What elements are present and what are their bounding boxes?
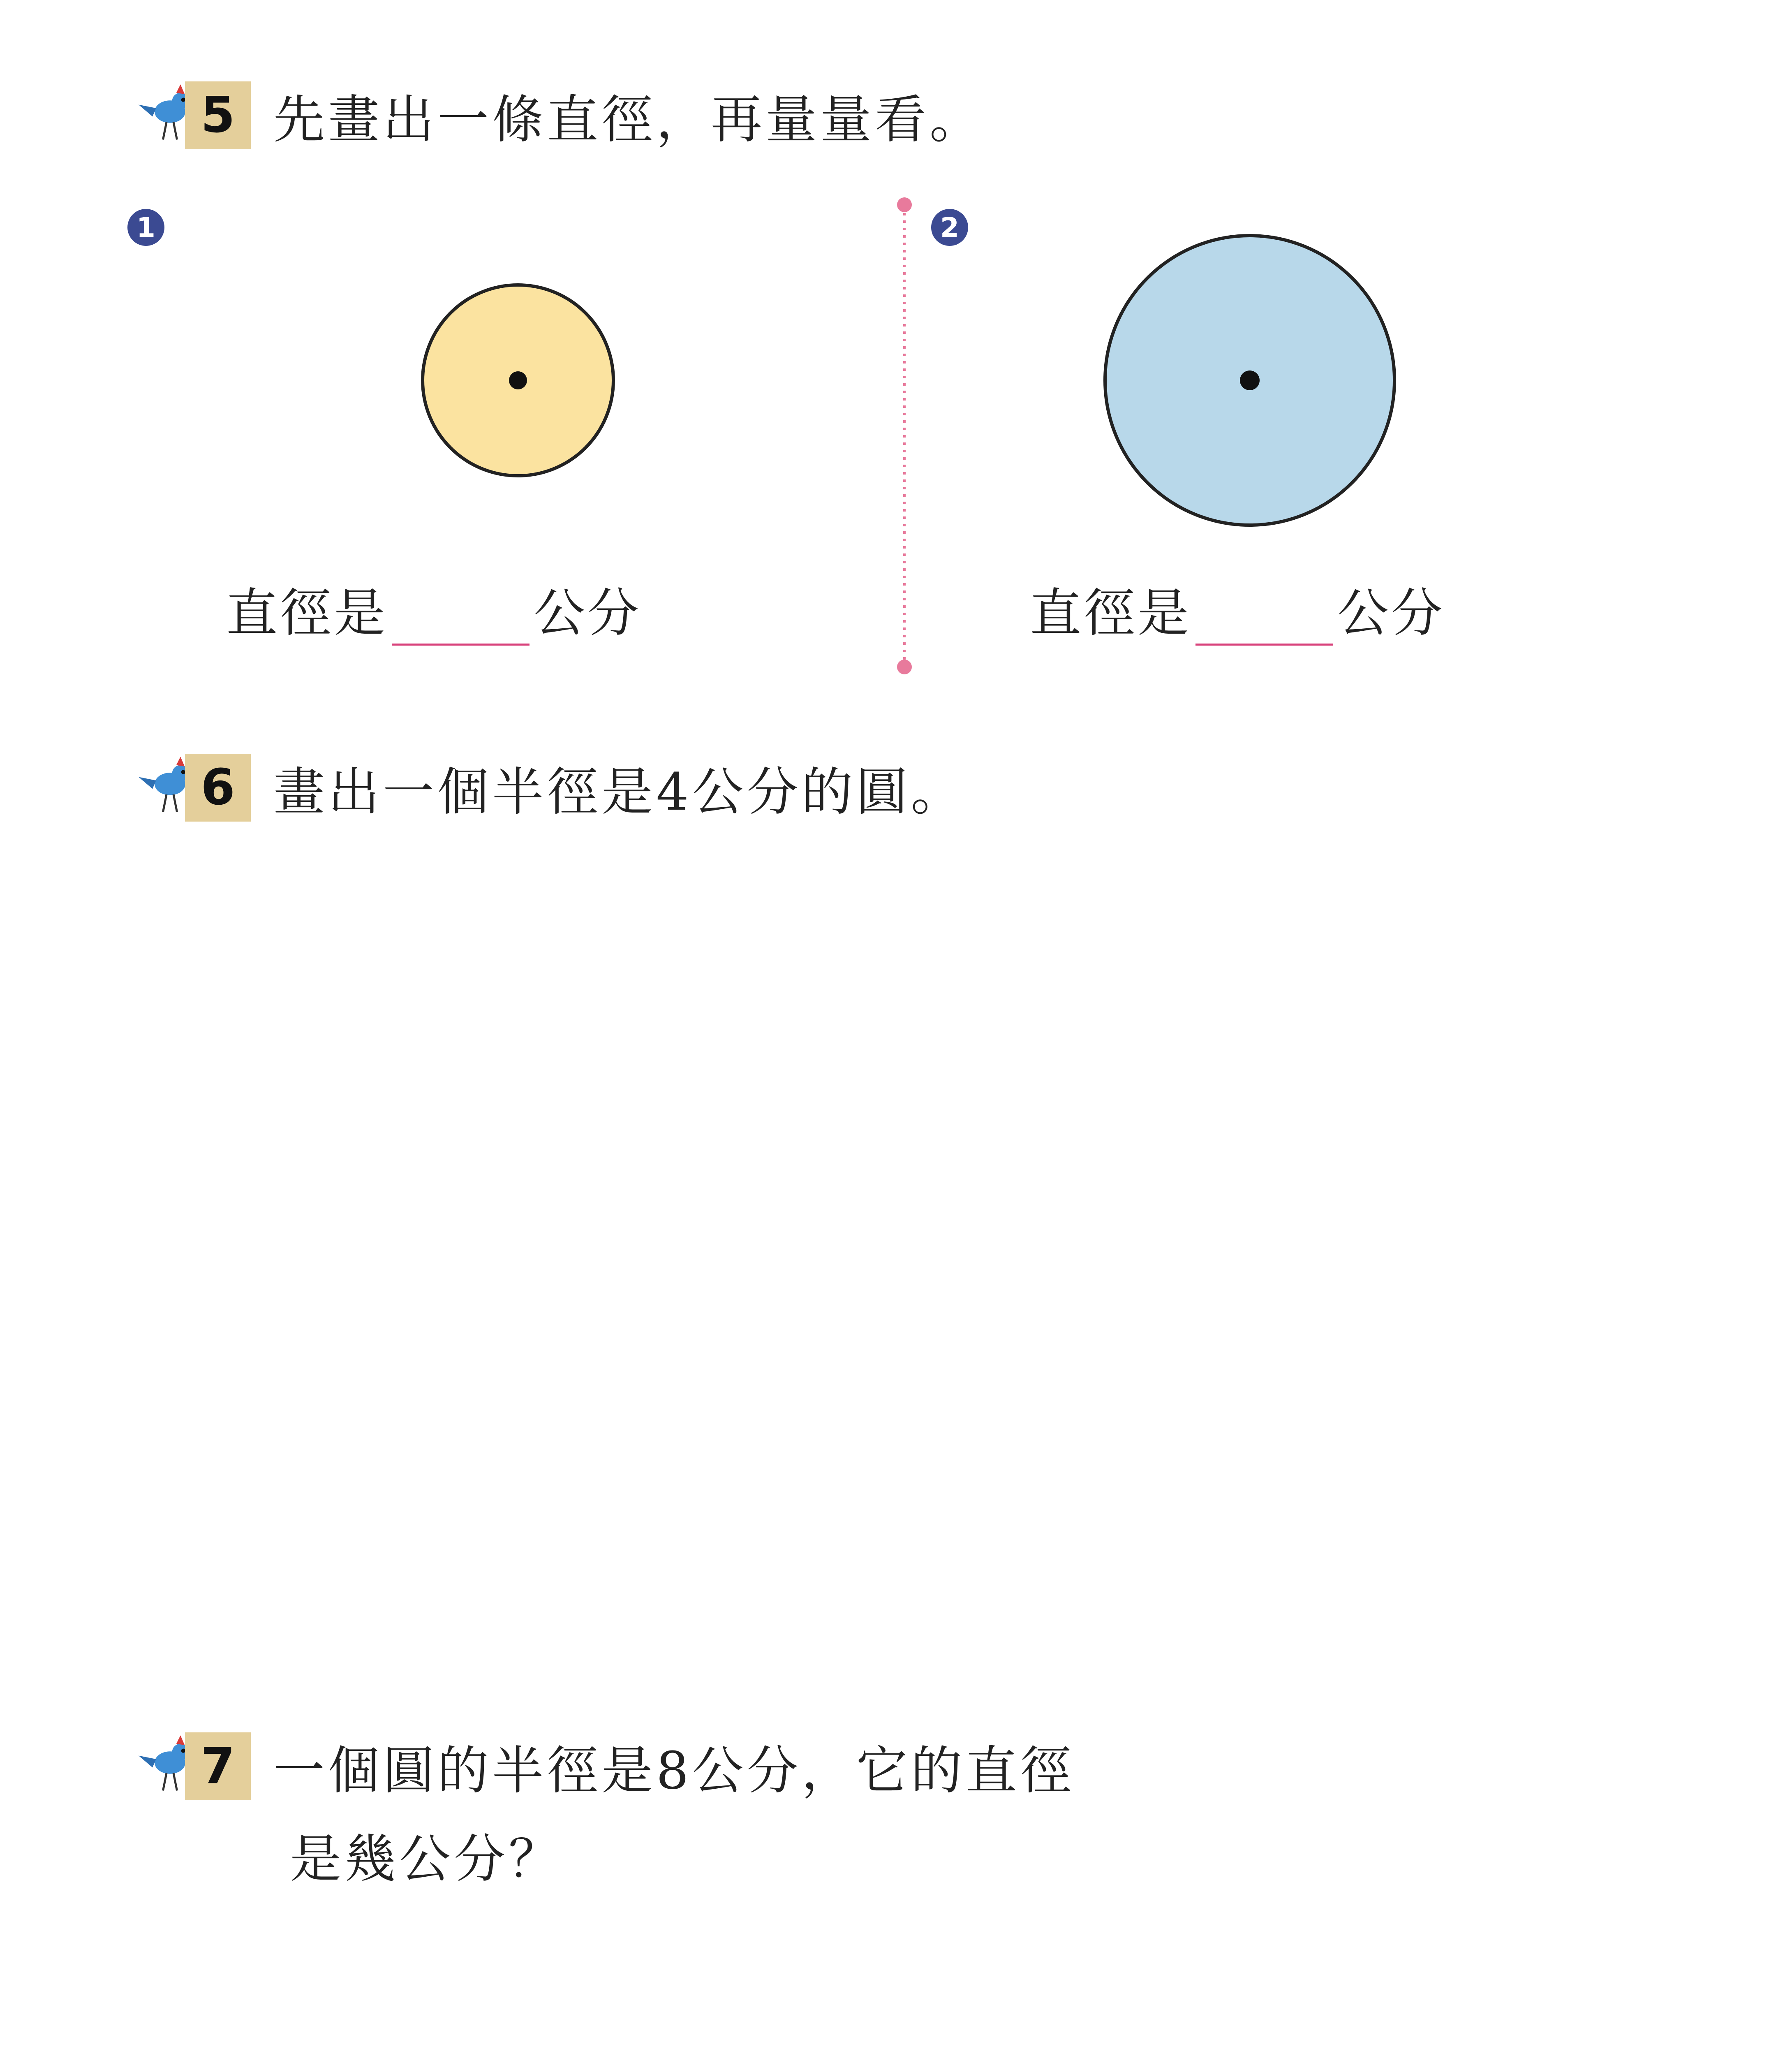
part-2-answer-blank[interactable] [1195,598,1333,646]
part-1-unit: 公分 [534,583,641,643]
part-1-answer-line [226,572,641,646]
part-1-answer-blank[interactable] [392,598,530,646]
question-5-text: 先畫出一條直徑，再量量看。 [273,90,984,150]
part-2-badge: 2 [931,209,968,246]
question-6-number: 6 [185,754,251,822]
circle-1 [419,282,617,479]
question-5-header [132,78,984,152]
dotted-divider [896,197,913,674]
question-6-drawing-area[interactable] [132,843,1653,1686]
question-7-header [132,1729,1075,1803]
question-7-text-line-1: 一個圓的半徑是8公分，它的直徑 [273,1741,1075,1801]
part-2-unit: 公分 [1337,583,1445,643]
part-1-label: 直徑是 [226,583,388,643]
circle-2 [1102,232,1398,528]
question-6-text: 畫出一個半徑是4公分的圓。 [273,762,966,822]
circle-1-center-dot [509,371,527,389]
part-1-badge: 1 [127,209,164,246]
question-7-number: 7 [185,1732,251,1800]
part-2-answer-line [1030,572,1445,646]
question-7-text-line-2: 是幾公分？ [290,1829,563,1889]
question-6-header [132,750,966,824]
part-2-label: 直徑是 [1030,583,1191,643]
circle-2-center-dot [1240,370,1260,390]
question-7-answer-area[interactable] [132,1900,1653,2056]
question-5-number: 5 [185,81,251,149]
